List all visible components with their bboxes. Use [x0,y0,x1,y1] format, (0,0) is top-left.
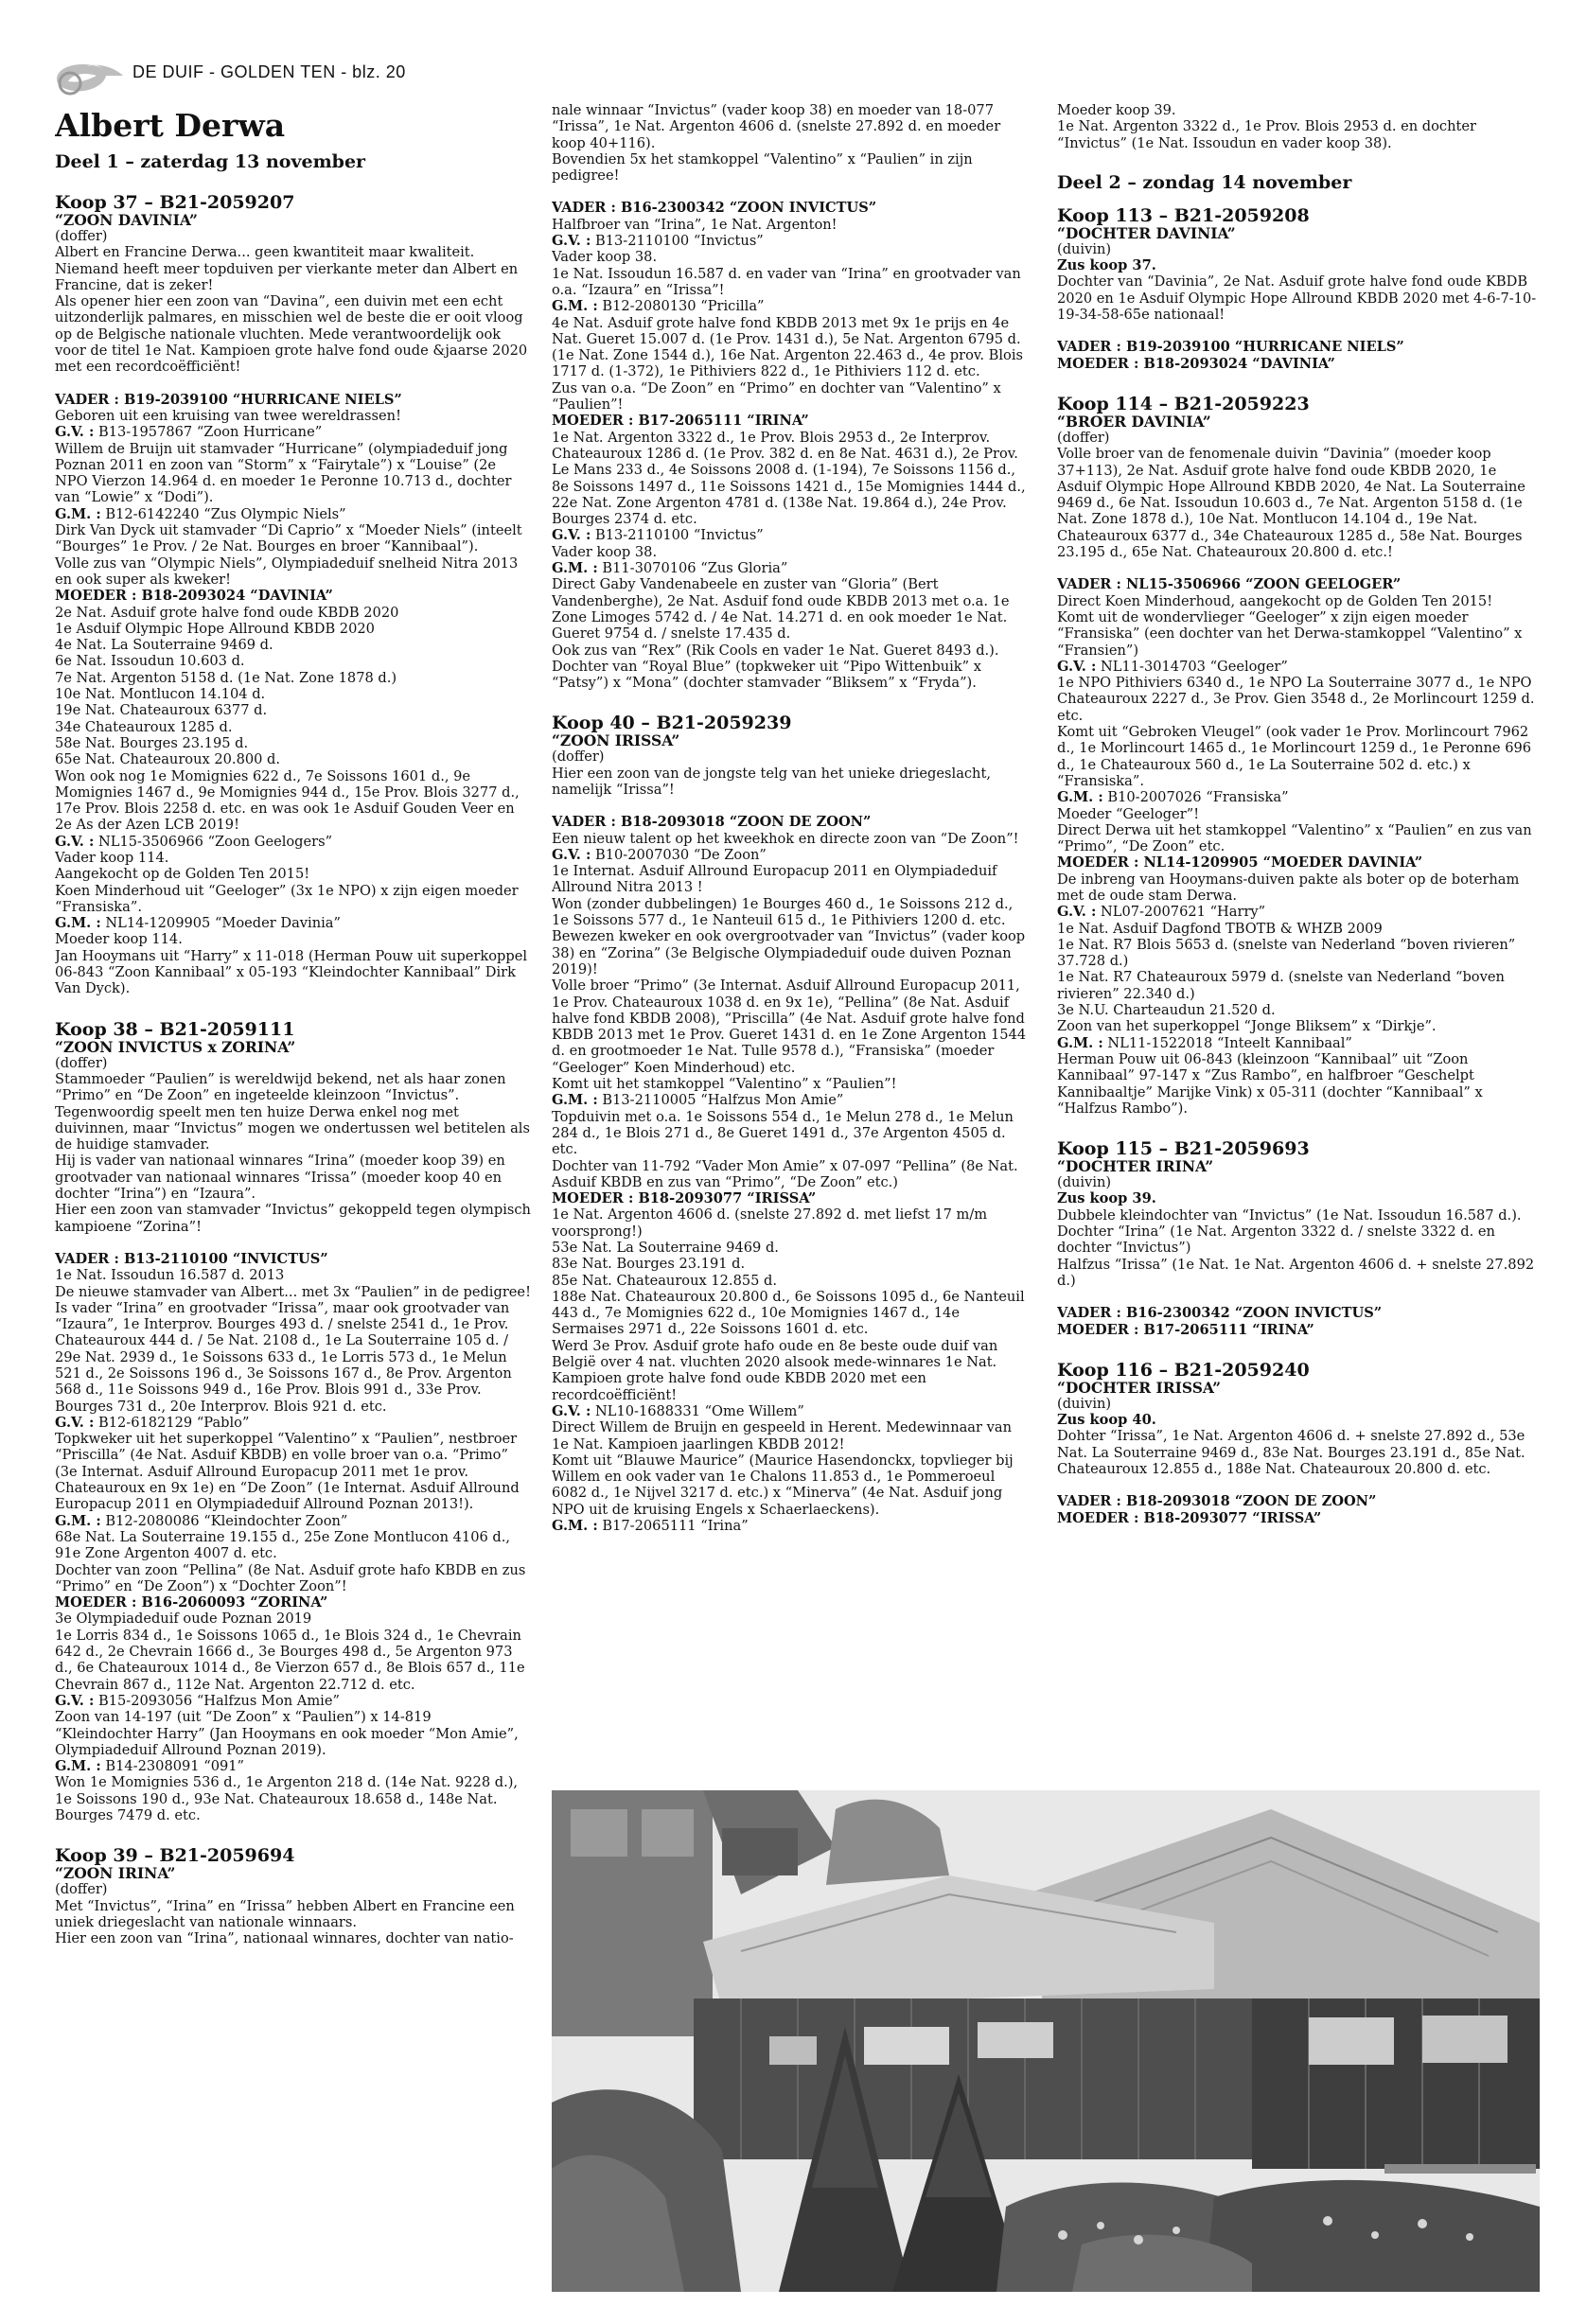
koop-39-gm: G.M. : B12-2080130 “Pricilla” [552,298,765,315]
koop-38-vader-3: Is vader “Irina” en grootvader “Irissa”, maar ook grootvader van “Izaura”, 1e Interprov. Bourges 493 d. / snelste 2541 d., 1e Prov. Chateauroux 444 d. / 5e Nat. 2108 d., 1e La Souterraine 105 d. / 29e Nat. 2939 d., 1e Soissons 633 d., 1e Lorris 573 d., 1e Melun 521 d., 2e Soissons 196 d., 3e Soissons 167 d., 8e Prov. Argenton 568 d., 11e Soissons 949 d., 16e Prov. Blois 991 d., 33e Prov. Bourges 731 d., 20e Interprov. Blois 921 d. etc. [55,1299,512,1415]
koop-37-gv: G.V. : B13-1957867 “Zoon Hurricane” [55,424,323,441]
koop-37-moeder-line: 1e Asduif Olympic Hope Allround KBDB 2020 [55,620,375,637]
koop-114-gv2-line: 1e Nat. R7 Chateauroux 5979 d. (snelste van Nederland “boven rivieren” 22.340 d.) [1057,969,1505,1002]
article-title: Albert Derwa [55,108,286,144]
koop-38-moeder-1: 3e Olympiadeduif oude Poznan 2019 [55,1611,312,1628]
koop-39-gm-text-2: Zus van o.a. “De Zoon” en “Primo” en dochter van “Valentino” x “Paulien”! [552,379,1001,414]
koop-114-heading: Koop 114 – B21-2059223 [1057,393,1310,414]
koop-114-moeder-1: De inbreng van Hooymans-duiven pakte als boter op de boterham met de oude stam Derwa. [1057,871,1520,904]
koop-40-gm-text: Topduivin met o.a. 1e Soissons 554 d., 1e Melun 278 d., 1e Melun 284 d., 1e Blois 271 d., 8e Gueret 1491 d., 37e Argenton 4505 d. etc. [552,1108,1014,1158]
koop-39-gv-text-2: 1e Nat. Issoudun 16.587 d. en vader van “Irina” en grootvader van o.a. “Izaura” en “Irissa”! [552,265,1021,298]
koop-115-vader: VADER : B16-2300342 “ZOON INVICTUS” [1057,1305,1383,1322]
koop-40-intro: Hier een zoon van de jongste telg van het unieke driegeslacht, namelijk “Irissa”! [552,765,991,798]
koop-115-moeder: MOEDER : B17-2065111 “IRINA” [1057,1321,1314,1338]
koop-40-gv-text-3: Volle broer “Primo” (3e Internat. Asduif Allround Europacup 2011, 1e Prov. Chateauroux 1038 d. en 9x 1e), “Pellina” (8e Nat. Asduif halve fond KBDB 2008), “Priscilla” (4e Nat. Asduif grote halve fond KBDB 2013 met 1e Prov. Gueret 1431 d. en 1e Zone Argenton 1544 d. en grootmoeder 1e Nat. Tulle 9578 d.), “Fransiska” (moeder “Geeloger” Koen Minderhoud) etc. [552,977,1027,1076]
koop-37-vader: VADER : B19-2039100 “HURRICANE NIELS” [55,391,402,408]
koop-114-gv2-line: 3e N.U. Charteaudun 21.520 d. [1057,1002,1276,1019]
koop-37-moeder-line: 65e Nat. Chateauroux 20.800 d. [55,751,281,768]
koop-37-gv2-line: Koen Minderhoud uit “Geeloger” (3x 1e NPO) x zijn eigen moeder “Fransiska”. [55,882,519,915]
koop-40-moeder-1: 1e Nat. Argenton 4606 d. (snelste 27.892 d. met liefst 17 m/m voorsprong!) [552,1206,988,1240]
koop-113-text: Dochter van “Davinia”, 2e Nat. Asduif grote halve fond oude KBDB 2020 en 1e Asduif Olympic Hope Allround KBDB 2020 met 4-6-7-10-19-34-58-65e nationaal! [1057,273,1537,324]
koop-37-moeder-line: 7e Nat. Argenton 5158 d. (1e Nat. Zone 1878 d.) [55,669,397,686]
koop-40-gm2: G.M. : B17-2065111 “Irina” [552,1518,749,1535]
koop-37-gm2-text: Moeder koop 114. [55,931,183,948]
koop-39-gm2-text-2: Ook zus van “Rex” (Rik Cools en vader 1e Nat. Gueret 8493 d.). Dochter van “Royal Blue” (topkweker uit “Pipo Wittenbuik” x “Patsy”) x “Mona” (dochter stamvader “Bliksem” x “Fryda”). [552,642,999,692]
koop-115-heading: Koop 115 – B21-2059693 [1057,1138,1310,1160]
koop-113-sex: (duivin) [1057,240,1112,257]
koop-37-moeder-line: 58e Nat. Bourges 23.195 d. [55,734,249,751]
koop-37-moeder-more: Won ook nog 1e Momignies 622 d., 7e Soissons 1601 d., 9e Momignies 1467 d., 9e Momignies 944 d., 15e Prov. Blois 3277 d., 17e Prov. Blois 2258 d. etc. en was ook 1e Asduif Gouden Veer en 2e As der Azen LCB 2019! [55,767,520,834]
koop-37-moeder-line: 10e Nat. Montlucon 14.104 d. [55,686,266,703]
koop-38-gv2-text: Zoon van 14-197 (uit “De Zoon” x “Paulien”) x 14-819 “Kleindochter Harry” (Jan Hooymans en ook moeder “Mon Amie”, Olympiadeduif Allround Poznan 2019). [55,1709,519,1758]
koop-37-moeder-line: 4e Nat. La Souterraine 9469 d. [55,637,273,654]
koop-40-gv-text-4: Komt uit het stamkoppel “Valentino” x “Paulien”! [552,1076,897,1093]
koop-37-intro: Albert en Francine Derwa... geen kwantiteit maar kwaliteit. Niemand heeft meer topduiven per vierkante meter dan Albert en Francine, dat is zeker! [55,244,519,293]
koop-37-moeder-line: 19e Nat. Chateauroux 6377 d. [55,702,268,719]
koop-39-moeder-1: 1e Nat. Argenton 3322 d., 1e Prov. Blois 2953 d., 2e Interprov. Chateauroux 1286 d. (1e Prov. 382 d. en 8e Nat. 4631 d.), 2e Prov. Le Mans 233 d., 4e Soissons 2008 d. (1-194), 7e Soissons 1156 d., 8e Soissons 1497 d., 11e Soissons 1421 d., 15e Momignies 1444 d., 22e Nat. Zone Argenton 4781 d. (138e Nat. 19.864 d.), 24e Prov. Bourges 2374 d. etc. [552,429,1026,528]
koop-113-moeder: MOEDER : B18-2093024 “DAVINIA” [1057,355,1335,372]
koop-39-gm2-text: Direct Gaby Vandenabeele en zuster van “Gloria” (Bert Vandenberghe), 2e Nat. Asduif fond oude KBDB 2013 met o.a. 1e Zone Limoges 5742 d. / 4e Nat. 14.271 d. en ook moeder 1e Nat. Gueret 9754 d. / snelste 17.435 d. [552,576,1010,643]
koop-38-sex: (doffer) [55,1054,108,1071]
koop-113-name: “DOCHTER DAVINIA” [1057,223,1236,242]
koop-38-heading: Koop 38 – B21-2059111 [55,1018,295,1040]
koop-39-intro-2: Hier een zoon van “Irina”, nationaal winnares, dochter van natio- [55,1930,514,1947]
koop-115-text-2: Halfzus “Irissa” (1e Nat. 1e Nat. Argenton 4606 d. + snelste 27.892 d.) [1057,1256,1535,1289]
koop-38-vader-1: 1e Nat. Issoudun 16.587 d. 2013 [55,1267,285,1284]
koop-38-intro-4: Hier een zoon van stamvader “Invictus” gekoppeld tegen olympisch kampioene “Zorina”! [55,1202,531,1235]
koop-116-moeder: MOEDER : B18-2093077 “IRISSA” [1057,1509,1322,1526]
koop-40-gm-text-2: Dochter van 11-792 “Vader Mon Amie” x 07-097 “Pellina” (8e Nat. Asduif KBDB en zus van “Primo”, “De Zoon” etc.) [552,1157,1018,1190]
koop-40-vader: VADER : B18-2093018 “ZOON DE ZOON” [552,814,872,831]
koop-37-name: “ZOON DAVINIA” [55,211,198,229]
koop-114-gv2-line: 1e Nat. Asduif Dagfond TBOTB & WHZB 2009 [1057,920,1383,937]
koop-114-text: Volle broer van de fenomenale duivin “Davinia” (moeder koop 37+113), 2e Nat. Asduif grote halve fond oude KBDB 2020, 1e Asduif Olympic Hope Allround KBDB 2020, 4e Nat. La Souterraine 9469 d., 6e Nat. Issoudun 10.603 d., 7e Nat. Argenton 5158 d. (1e Nat. Zone 1878 d.), 10e Nat. Montlucon 14.104 d., 19e Nat. Chateauroux 6377 d., 34e Chateauroux 1285 d., 58e Nat. Bourges 23.195 d., 65e Nat. Chateauroux 20.800 d. etc.! [1057,446,1525,561]
koop-39-gv2-text: Vader koop 38. [552,543,658,560]
koop-115-lead: Zus koop 39. [1057,1190,1156,1207]
koop-39-gv2: G.V. : B13-2110100 “Invictus” [552,527,764,544]
koop-39-gm2: G.M. : B11-3070106 “Zus Gloria” [552,560,788,577]
koop-114-gm-text-2: Direct Derwa uit het stamkoppel “Valentino” x “Paulien” en zus van “Primo”, “De Zoon” etc. [1057,821,1532,855]
koop-39-intro: Met “Invictus”, “Irina” en “Irissa” hebben Albert en Francine een uniek driegeslacht van nationale winnaars. [55,1897,515,1930]
koop-39-continued: nale winnaar “Invictus” (vader koop 38) en moeder van 18-077 “Irissa”, 1e Nat. Argenton 4606 d. (snelste 27.892 d. en moeder koop 40+116). [552,102,1001,151]
koop-37-gm: G.M. : B12-6142240 “Zus Olympic Niels” [55,505,346,522]
koop-37-gm2: G.M. : NL14-1209905 “Moeder Davinia” [55,915,341,932]
koop-116-vader: VADER : B18-2093018 “ZOON DE ZOON” [1057,1493,1377,1510]
koop-39-heading: Koop 39 – B21-2059694 [55,1845,295,1867]
koop-114-gm-text: Moeder “Geeloger”! [1057,805,1200,822]
koop-114-moeder: MOEDER : NL14-1209905 “MOEDER DAVINIA” [1057,854,1423,872]
koop-114-gv-text: 1e NPO Pithiviers 6340 d., 1e NPO La Souterraine 3077 d., 1e NPO Chateauroux 2227 d., 3e Prov. Gien 3548 d., 2e Morlincourt 1259 d. etc. [1057,675,1535,724]
koop-114-gm2-text: Herman Pouw uit 06-843 (kleinzoon “Kannibaal” uit “Zoon Kannibaal” 97-147 x “Zus Rambo”, en halfbroer “Geschelpt Kannibaaltje” Marijke Vink) x 05-311 (dochter “Kannibaal” x “Halfzus Rambo”). [1057,1050,1483,1117]
koop-40-moeder-2: 188e Nat. Chateauroux 20.800 d., 6e Soissons 1095 d., 6e Nanteuil 443 d., 7e Momignies 622 d., 10e Momignies 1467 d., 14e Sermaises 2971 d., 22e Soissons 1601 d. etc. [552,1288,1025,1338]
koop-38-vader-2: De nieuwe stamvader van Albert... met 3x “Paulien” in de pedigree! [55,1283,531,1300]
page-header [47,55,520,100]
koop-40-moeder-line: 83e Nat. Bourges 23.191 d. [552,1256,746,1273]
koop-116-heading: Koop 116 – B21-2059240 [1057,1359,1310,1381]
koop-37-moeder-line: 34e Chateauroux 1285 d. [55,718,233,735]
koop-116-lead: Zus koop 40. [1057,1412,1156,1429]
koop-37-intro-2: Als opener hier een zoon van “Davina”, een duivin met een echt uitzonderlijk palmares, en misschien wel de beste die er ooit vloog op de Belgische nationale vluchten. Mede verantwoordelijk ook voor de titel 1e Nat. Kampioen grote halve fond oude &jaarse 2020 met een recordcoëfficiënt! [55,293,528,376]
koop-114-gv2-line: 1e Nat. R7 Blois 5653 d. (snelste van Nederland “boven rivieren” 37.728 d.) [1057,936,1516,970]
koop-37-gm-text: Dirk Van Dyck uit stamvader “Di Caprio” x “Moeder Niels” (inteelt “Bourges” 1e Prov. / 2e Nat. Bourges en broer “Kannibaal”). [55,522,522,555]
koop-39-continued-2: Bovendien 5x het stamkoppel “Valentino” x “Paulien” in zijn pedigree! [552,150,973,185]
koop-38-gv2: G.V. : B15-2093056 “Halfzus Mon Amie” [55,1692,340,1709]
koop-37-gm-text-2: Volle zus van “Olympic Niels”, Olympiadeduif snelheid Nitra 2013 en ook super als kweker! [55,555,519,588]
koop-37-moeder: MOEDER : B18-2093024 “DAVINIA” [55,588,333,605]
koop-37-sex: (doffer) [55,228,108,244]
koop-40-heading: Koop 40 – B21-2059239 [552,713,792,734]
koop-39-moeder: MOEDER : B17-2065111 “IRINA” [552,413,809,430]
part-heading-2: Deel 2 – zondag 14 november [1057,171,1352,193]
koop-40-gv-text-2: Won (zonder dubbelingen) 1e Bourges 460 d., 1e Soissons 212 d., 1e Soissons 577 d., 1e Nanteuil 615 d., 1e Pithiviers 1200 d. etc. Bewezen kweker en ook overgrootvader van “Invictus” (vader koop 38) en “Zorina” (3e Belgische Olympiadeduif oude duiven Poznan 2019)! [552,895,1026,977]
pigeon-logo-icon [47,55,132,100]
koop-39-vader: VADER : B16-2300342 “ZOON INVICTUS” [552,200,877,217]
koop-114-gm: G.M. : B10-2007026 “Fransiska” [1057,789,1289,806]
koop-37-gv2-line: Vader koop 114. [55,849,169,866]
koop-114-gv-text-2: Komt uit “Gebroken Vleugel” (ook vader 1e Prov. Morlincourt 7962 d., 1e Morlincourt 1465 d., 1e Morlincourt 1259 d., 1e Peronne 696 d., 1e Chateauroux 560 d., 1e La Souterraine 502 d. etc.) x “Fransiska”. [1057,724,1532,789]
koop-114-gv: G.V. : NL11-3014703 “Geeloger” [1057,658,1288,675]
koop-40-gm: G.M. : B13-2110005 “Halfzus Mon Amie” [552,1092,844,1109]
koop-39-gm-text: 4e Nat. Asduif grote halve fond KBDB 2013 met 9x 1e prijs en 4e Nat. Gueret 15.007 d. (1e Prov. 1431 d.), 5e Nat. Argenton 6795 d. (1e Nat. Zone 1544 d.), 16e Nat. Argenton 22.463 d., 4e prov. Blois 1717 d. (1-372), 1e Pithiviers 822 d., 1e Pithiviers 112 d. etc. [552,314,1023,380]
koop-114-vader: VADER : NL15-3506966 “ZOON GEELOGER” [1057,576,1402,593]
koop-38-gm2: G.M. : B14-2308091 “091” [55,1758,245,1775]
koop-40-gv-text: 1e Internat. Asduif Allround Europacup 2011 en Olympiadeduif Allround Nitra 2013 ! [552,863,997,896]
koop-38-intro-3: Hij is vader van nationaal winnares “Irina” (moeder koop 39) en grootvader van nationaal winnares “Irissa” (moeder koop 40 en dochter “Irina”) en “Izaura”. [55,1153,505,1203]
koop-38-gm-text-2: Dochter van zoon “Pellina” (8e Nat. Asduif grote hafo KBDB en zus “Primo” en “De Zoon”) x “Dochter Zoon”! [55,1561,526,1594]
koop-38-vader: VADER : B13-2110100 “INVICTUS” [55,1250,328,1267]
koop-37-gv-text: Willem de Bruijn uit stamvader “Hurricane” (olympiadeduif jong Poznan 2011 en zoon van “Storm” x “Fairytale”) x “Louise” (2e NPO Vierzon 14.964 d. en moeder 1e Peronne 10.713 d., dochter van “Lowie” x “Dodi”). [55,440,512,506]
koop-38-gm: G.M. : B12-2080086 “Kleindochter Zoon” [55,1512,348,1529]
koop-39-vader-1: Halfbroer van “Irina”, 1e Nat. Argenton! [552,216,838,233]
koop-38-moeder-2: 1e Lorris 834 d., 1e Soissons 1065 d., 1e Blois 324 d., 1e Chevrain 642 d., 2e Chevrain 1666 d., 3e Bourges 498 d., 5e Argenton 973 d., 6e Chateauroux 1014 d., 8e Vierzon 657 d., 8e Blois 657 d., 11e Chevrain 867 d., 112e Nat. Argenton 22.712 d. etc. [55,1627,525,1693]
koop-114-gv2: G.V. : NL07-2007621 “Harry” [1057,904,1266,921]
koop-40-moeder-3: Werd 3e Prov. Asduif grote hafo oude en 8e beste oude duif van België over 4 nat. vluchten 2020 alsook mede-winnares 1e Nat. Kampioen grote halve fond oude KBDB 2020 met een recordcoëfficiënt! [552,1337,998,1403]
koop-38-intro-2: Tegenwoordig speelt men ten huize Derwa enkel nog met duivinnen, maar “Invictus” mogen we ondertussen wel betitelen als de huidige stamvader. [55,1103,530,1153]
koop-40-gv2-text: Direct Willem de Bruijn en gespeeld in Herent. Medewinnaar van 1e Nat. Kampioen jaarlingen KBDB 2012! [552,1419,1012,1452]
koop-37-moeder-line: 6e Nat. Issoudun 10.603 d. [55,653,245,670]
koop-38-gm-text: 68e Nat. La Souterraine 19.155 d., 25e Zone Montlucon 4106 d., 91e Zone Argenton 4007 d. etc. [55,1528,511,1562]
column-right [1057,102,1538,1777]
koop-40-sex: (doffer) [552,748,605,766]
koop-40-name: “ZOON IRISSA” [552,731,680,750]
koop-40-moeder-line: 85e Nat. Chateauroux 12.855 d. [552,1272,778,1289]
koop-38-intro: Stammoeder “Paulien” is wereldwijd bekend, net als haar zonen “Primo” en “De Zoon” en ingeteelde kleinzoon “Invictus”. [55,1070,506,1104]
koop-38-gv: G.V. : B12-6182129 “Pablo” [55,1414,250,1431]
page-header-title: DE DUIF - GOLDEN TEN - blz. 20 [132,62,406,81]
loft-photo [552,1790,1540,2292]
koop-40-gm2-text-2: 1e Nat. Argenton 3322 d., 1e Prov. Blois 2953 d. en dochter “Invictus” (1e Nat. Issoudun en vader koop 38). [1057,118,1476,151]
koop-37-vader-text: Geboren uit een kruising van twee wereldrassen! [55,407,401,424]
column-left [55,108,533,2294]
koop-39-name: “ZOON IRINA” [55,1864,176,1883]
part-heading-1: Deel 1 – zaterdag 13 november [55,151,366,172]
koop-114-gv2-line: Zoon van het superkoppel “Jonge Bliksem” x “Dirkje”. [1057,1018,1437,1035]
koop-116-text: Dohter “Irissa”, 1e Nat. Argenton 4606 d. + snelste 27.892 d., 53e Nat. La Souterraine 9469 d., 83e Nat. Bourges 23.191 d., 85e Nat. Chateauroux 12.855 d., 188e Nat. Chateauroux 20.800 d. etc. [1057,1428,1525,1477]
koop-116-name: “DOCHTER IRISSA” [1057,1378,1221,1397]
koop-39-gv: G.V. : B13-2110100 “Invictus” [552,233,764,250]
koop-37-gv2-line: Aangekocht op de Golden Ten 2015! [55,866,310,883]
loft-photo-drawing [552,1790,1540,2292]
koop-116-sex: (duivin) [1057,1395,1112,1412]
koop-38-name: “ZOON INVICTUS x ZORINA” [55,1037,296,1056]
koop-115-name: “DOCHTER IRINA” [1057,1157,1214,1176]
koop-38-moeder: MOEDER : B16-2060093 “ZORINA” [55,1594,328,1611]
column-middle [552,102,1032,1777]
koop-39-sex: (doffer) [55,1881,108,1898]
koop-40-moeder-line: 53e Nat. La Souterraine 9469 d. [552,1240,779,1256]
koop-113-lead: Zus koop 37. [1057,257,1156,274]
koop-114-vader-2: Komt uit de wondervlieger “Geeloger” x zijn eigen moeder “Fransiska” (een dochter van het Derwa-stamkoppel “Valentino” x “Fransien”) [1057,608,1523,659]
koop-40-gv2: G.V. : NL10-1688331 “Ome Willem” [552,1402,804,1419]
koop-114-vader-1: Direct Koen Minderhoud, aangekocht op de Golden Ten 2015! [1057,592,1493,609]
koop-113-vader: VADER : B19-2039100 “HURRICANE NIELS” [1057,339,1404,356]
koop-115-sex: (duivin) [1057,1174,1112,1191]
koop-37-gv2: G.V. : NL15-3506966 “Zoon Geelogers” [55,833,333,850]
koop-40-moeder: MOEDER : B18-2093077 “IRISSA” [552,1190,817,1207]
koop-114-sex: (doffer) [1057,429,1110,446]
koop-114-gm2: G.M. : NL11-1522018 “Inteelt Kannibaal” [1057,1034,1352,1051]
koop-38-gv-text: Topkweker uit het superkoppel “Valentino” x “Paulien”, nestbroer “Priscilla” (4e Nat. Asduif KBDB) en volle broer van o.a. “Primo” (3e Internat. Asduif Allround Europacup 2011 met 1e prov. Chateauroux en 9x 1e) en “De Zoon” (1e Internat. Asduif Allround Europacup 2011 en Olympiadeduif Allround Poznan 2013!). [55,1431,520,1513]
koop-37-moeder-line: 2e Nat. Asduif grote halve fond oude KBDB 2020 [55,604,399,621]
koop-114-name: “BROER DAVINIA” [1057,412,1211,431]
koop-40-vader-1: Een nieuw talent op het kweekhok en directe zoon van “De Zoon”! [552,830,1019,847]
koop-37-heading: Koop 37 – B21-2059207 [55,192,295,213]
koop-40-gm2-text: Moeder koop 39. [1057,102,1176,118]
koop-113-heading: Koop 113 – B21-2059208 [1057,204,1310,226]
koop-39-gv-text: Vader koop 38. [552,249,658,266]
koop-38-gm2-text: Won 1e Momignies 536 d., 1e Argenton 218 d. (14e Nat. 9228 d.), 1e Soissons 190 d., 93e Nat. Chateauroux 18.658 d., 148e Nat. Bourges 7479 d. etc. [55,1774,519,1824]
koop-40-gv2-text-2: Komt uit “Blauwe Maurice” (Maurice Hasendonckx, topvlieger bij Willem en ook vader van 1e Chalons 11.853 d., 1e Pommeroeul 6082 d., 1e Nijvel 3217 d. etc.) x “Minerva” (4e Nat. Asduif jong NPO uit de kruising Engels x Schaerlaeckens). [552,1452,1014,1518]
koop-115-text: Dubbele kleindochter van “Invictus” (1e Nat. Issoudun 16.587 d.). Dochter “Irina” (1e Nat. Argenton 3322 d. / snelste 3322 d. en dochter “Invictus”) [1057,1206,1522,1257]
koop-40-gv: G.V. : B10-2007030 “De Zoon” [552,846,767,863]
koop-37-gm2-text-2: Jan Hooymans uit “Harry” x 11-018 (Herman Pouw uit superkoppel 06-843 “Zoon Kannibaal” x 05-193 “Kleindochter Kannibaal” Dirk Van Dyck). [55,947,528,997]
